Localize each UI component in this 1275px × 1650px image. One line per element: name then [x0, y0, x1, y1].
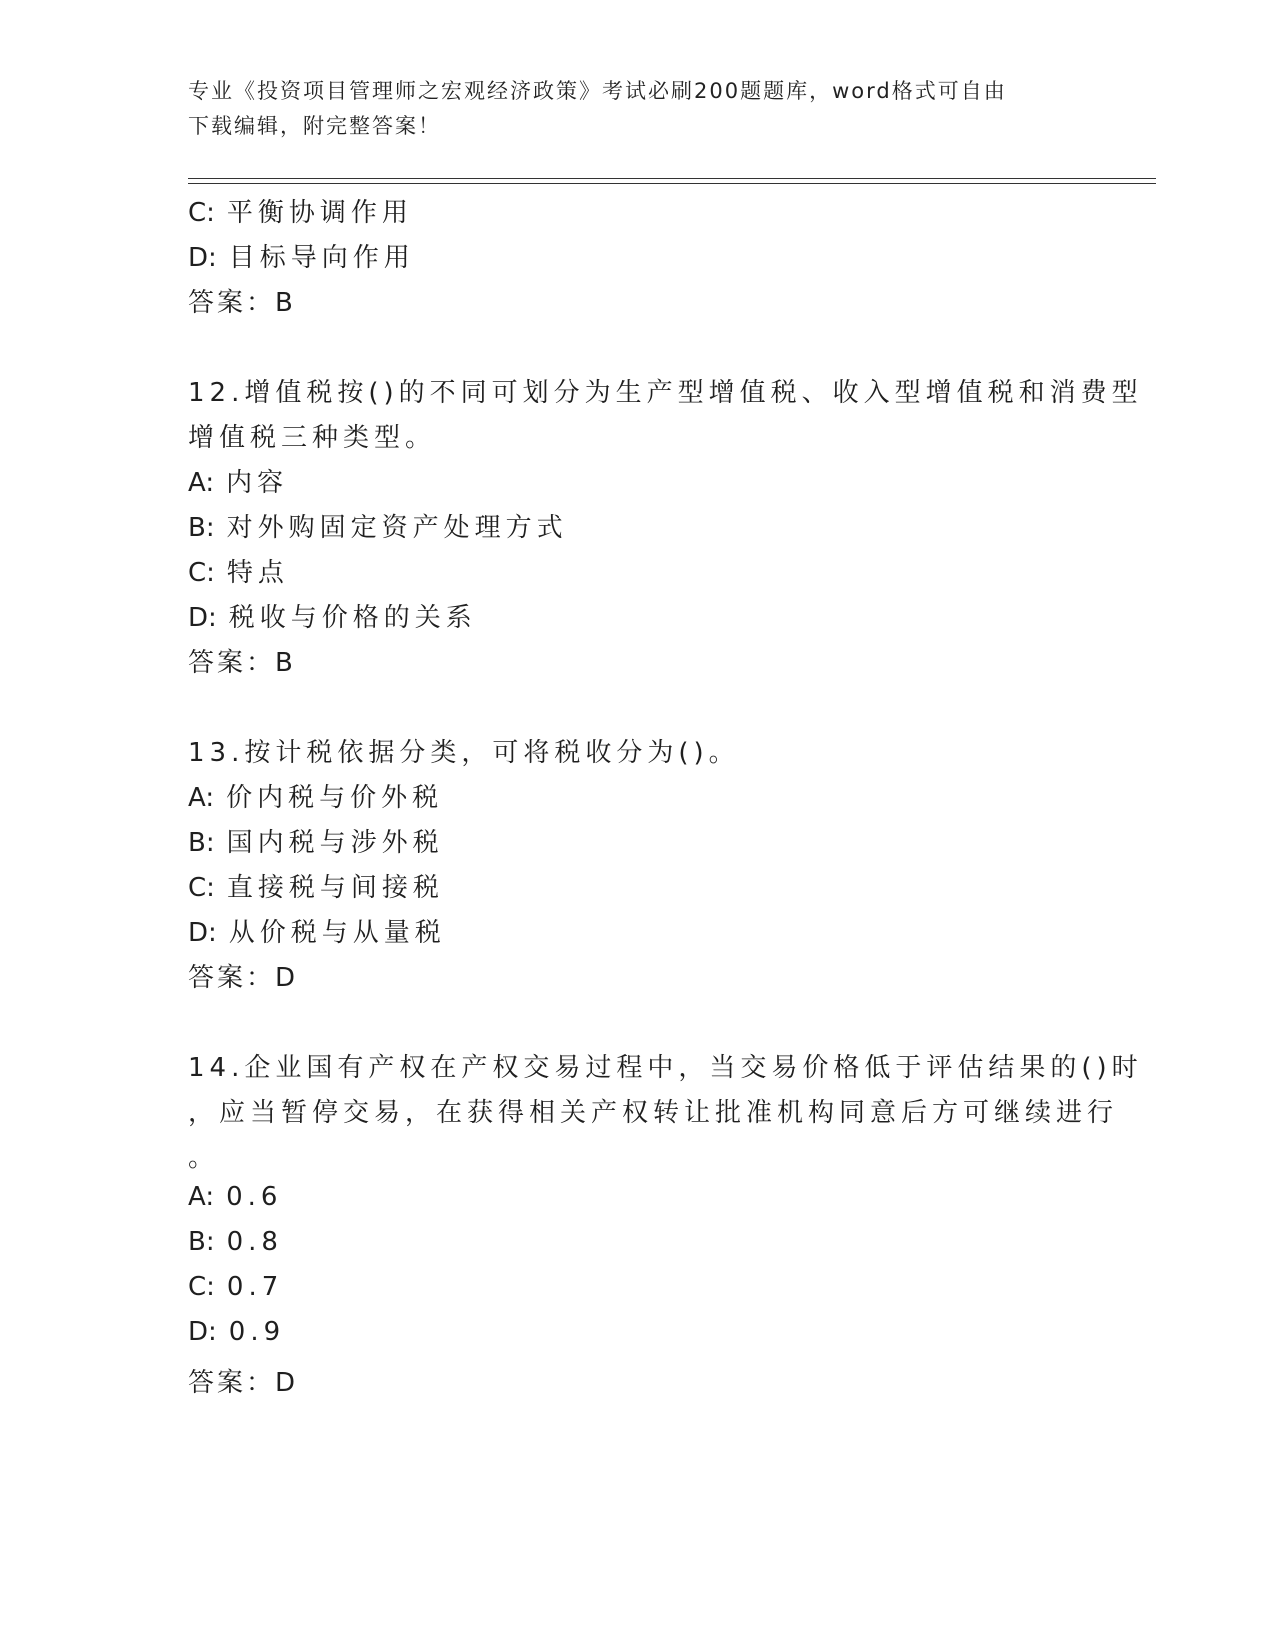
option-label: C: [188, 558, 215, 588]
document-header [188, 74, 1068, 144]
option-text: 从价税与从量税 [228, 918, 446, 948]
q13-stem-line-1: 13.按计税依据分类，可将税收分为()。 [188, 738, 740, 768]
option-label: D: [188, 1317, 217, 1347]
option-text: 价内税与价外税 [226, 783, 444, 813]
option-text: 特点 [226, 558, 289, 588]
option-text: 对外购固定资产处理方式 [226, 513, 568, 543]
option-text: 0.8 [226, 1227, 283, 1257]
option-text: 内容 [226, 468, 289, 498]
q14-answer: 答案：D [188, 1368, 299, 1398]
option-label: C: [188, 198, 215, 228]
q12-option-b [188, 507, 568, 544]
option-text: 国内税与涉外税 [226, 828, 444, 858]
header-divider-top [188, 178, 1156, 179]
q12-option-a [188, 462, 288, 499]
option-text: 税收与价格的关系 [228, 603, 477, 633]
option-text: 直接税与间接税 [226, 873, 444, 903]
option-label: B: [188, 1227, 215, 1257]
q13-option-b [188, 822, 444, 859]
option-label: D: [188, 603, 217, 633]
option-text: 0.9 [228, 1317, 286, 1347]
q14-stem-line-2: ，应当暂停交易，在获得相关产权转让批准机构同意后方可继续进行 [188, 1098, 1119, 1128]
option-label: A: [188, 1182, 215, 1212]
header-divider-bottom [188, 183, 1156, 184]
q13-option-c [188, 867, 444, 904]
q12-stem-line-2: 增值税三种类型。 [188, 423, 437, 453]
option-text: 平衡协调作用 [226, 198, 413, 228]
option-text: 目标导向作用 [228, 243, 415, 273]
q14-option-d [188, 1317, 285, 1347]
q13-option-d [188, 912, 446, 949]
option-text: 0.7 [226, 1272, 284, 1302]
option-label: C: [188, 1272, 215, 1302]
q14-option-a [188, 1182, 282, 1212]
q14-stem-line-3: 。 [188, 1143, 220, 1173]
q12-option-d [188, 597, 477, 634]
option-label: A: [188, 783, 215, 813]
q14-option-b [188, 1227, 283, 1257]
option-label: A: [188, 468, 215, 498]
option-label: D: [188, 918, 217, 948]
prev-option-d [188, 237, 415, 274]
q14-option-c [188, 1272, 283, 1302]
option-label: B: [188, 828, 215, 858]
header-line-2: 下载编辑，附完整答案！ [188, 114, 441, 138]
q13-answer: 答案：D [188, 963, 299, 993]
option-label: B: [188, 513, 215, 543]
option-label: D: [188, 243, 217, 273]
prev-answer: 答案：B [188, 288, 296, 318]
option-text: 0.6 [226, 1182, 283, 1212]
header-line-1: 专业《投资项目管理师之宏观经济政策》考试必刷200题题库，word格式可自由 [188, 79, 1007, 103]
q14-stem-line-1: 14.企业国有产权在产权交易过程中，当交易价格低于评估结果的()时 [188, 1053, 1143, 1083]
q12-stem-line-1: 12.增值税按()的不同可划分为生产型增值税、收入型增值税和消费型 [188, 378, 1143, 408]
prev-option-c [188, 192, 413, 229]
q12-answer: 答案：B [188, 648, 296, 678]
q13-option-a [188, 777, 443, 814]
option-label: C: [188, 873, 215, 903]
q12-option-c [188, 552, 289, 589]
